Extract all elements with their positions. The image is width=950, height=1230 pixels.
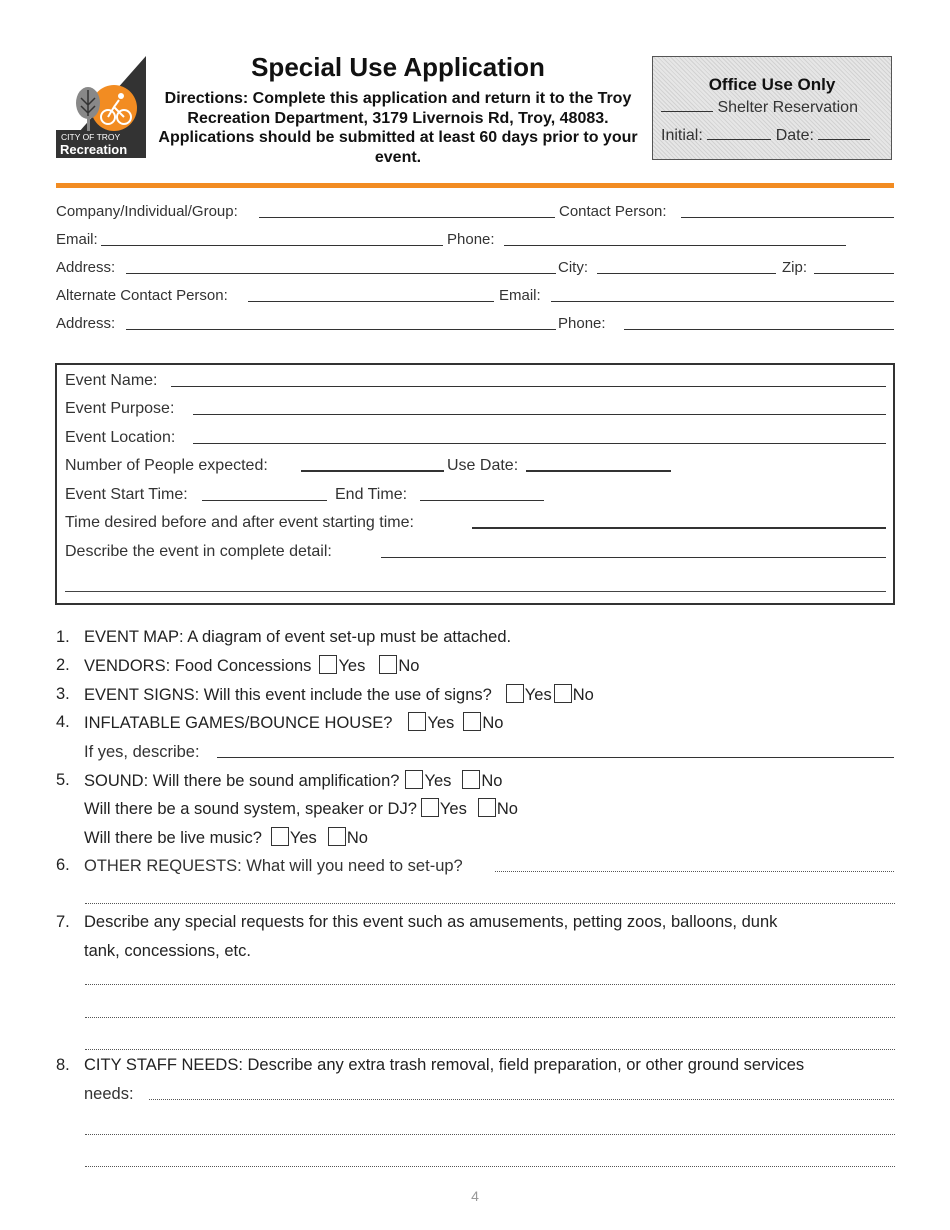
phone-field[interactable] — [504, 245, 846, 246]
item-4-number: 4. — [56, 713, 70, 731]
company-row — [56, 201, 896, 221]
event-location-field[interactable] — [193, 443, 886, 444]
initial-blank[interactable] — [707, 126, 771, 140]
vendors-text: VENDORS: Food Concessions — [84, 657, 312, 675]
item-sound-system — [84, 798, 518, 819]
inflatable-text: INFLATABLE GAMES/BOUNCE HOUSE? — [84, 714, 393, 732]
city-label: City: — [558, 259, 588, 276]
orange-divider — [56, 183, 894, 188]
people-usedate-row — [65, 455, 887, 475]
office-date-blank[interactable] — [818, 126, 870, 140]
signs-yes-label: Yes — [524, 686, 552, 704]
zip-field[interactable] — [814, 273, 894, 274]
use-date-label: Use Date: — [447, 457, 519, 474]
initial-date-row — [661, 126, 870, 145]
end-time-field[interactable] — [420, 500, 544, 501]
people-expected-field[interactable] — [301, 470, 444, 472]
logo-recreation-text: Recreation — [60, 142, 128, 157]
item-8-number: 8. — [56, 1056, 70, 1074]
vendors-no-label: No — [398, 657, 420, 675]
shelter-reservation-row — [661, 98, 858, 117]
alternate-contact-field[interactable] — [248, 301, 494, 302]
alternate-email-field[interactable] — [551, 301, 894, 302]
sound-amp-yes-checkbox[interactable] — [405, 770, 423, 789]
use-date-field[interactable] — [526, 470, 671, 472]
item-6-number: 6. — [56, 856, 70, 874]
item-7-number: 7. — [56, 913, 70, 931]
alternate-email-label: Email: — [499, 287, 541, 304]
alternate-address-row — [56, 313, 896, 333]
sound-system-text: Will there be a sound system, speaker or DJ? — [84, 800, 417, 818]
alternate-phone-label: Phone: — [558, 315, 606, 332]
time-desired-label: Time desired before and after event starting time: — [65, 514, 414, 531]
event-location-row — [65, 427, 887, 447]
company-field[interactable] — [259, 217, 555, 218]
item-event-signs — [84, 684, 594, 705]
inflatable-describe-label: If yes, describe: — [84, 743, 200, 761]
event-purpose-row — [65, 398, 887, 418]
address-field[interactable] — [126, 273, 556, 274]
address-row — [56, 257, 896, 277]
special-requests-line-1[interactable] — [85, 984, 895, 985]
item-5-number: 5. — [56, 771, 70, 789]
alternate-contact-label: Alternate Contact Person: — [56, 287, 228, 304]
city-of-troy-recreation-logo — [56, 56, 146, 158]
contact-person-label: Contact Person: — [559, 203, 667, 220]
event-location-label: Event Location: — [65, 429, 176, 446]
item-live-music — [84, 827, 368, 848]
special-requests-text-line-1: Describe any special requests for this event such as amusements, petting zoos, balloons, dunk — [84, 913, 778, 931]
shelter-reservation-label: Shelter Reservation — [717, 99, 858, 116]
other-requests-line-2[interactable] — [85, 903, 895, 904]
signs-yes-checkbox[interactable] — [506, 684, 524, 703]
item-inflatable-games — [84, 712, 503, 733]
event-name-field[interactable] — [171, 386, 886, 387]
start-time-field[interactable] — [202, 500, 327, 501]
zip-label: Zip: — [782, 259, 808, 276]
event-name-row — [65, 370, 887, 390]
other-requests-field[interactable] — [495, 871, 894, 872]
end-time-label: End Time: — [335, 486, 408, 503]
alternate-contact-row — [56, 285, 896, 305]
city-staff-needs-line-3[interactable] — [85, 1166, 895, 1167]
logo-city-text: CITY OF TROY — [61, 132, 121, 142]
item-2-number: 2. — [56, 656, 70, 674]
office-date-label: Date: — [775, 127, 814, 144]
signs-no-label: No — [572, 686, 594, 704]
sound-system-yes-label: Yes — [439, 800, 467, 818]
item-vendors — [84, 655, 419, 676]
page-number: 4 — [471, 1188, 479, 1204]
signs-no-checkbox[interactable] — [554, 684, 572, 703]
live-music-no-checkbox[interactable] — [328, 827, 346, 846]
signs-text: EVENT SIGNS: Will this event include the use of signs? — [84, 686, 492, 704]
shelter-reservation-blank[interactable] — [661, 98, 713, 112]
describe-event-row — [65, 541, 887, 561]
sound-system-no-checkbox[interactable] — [478, 798, 496, 817]
company-label: Company/Individual/Group: — [56, 203, 238, 220]
live-music-text: Will there be live music? — [84, 829, 262, 847]
city-staff-needs-field[interactable] — [149, 1099, 894, 1100]
item-event-map: EVENT MAP: A diagram of event set-up must be attached. — [84, 628, 512, 646]
vendors-yes-label: Yes — [338, 657, 366, 675]
live-music-yes-checkbox[interactable] — [271, 827, 289, 846]
page-title: Special Use Application — [251, 52, 545, 82]
sound-amplification-text: SOUND: Will there be sound amplification? — [84, 772, 400, 790]
describe-event-label: Describe the event in complete detail: — [65, 543, 332, 560]
inflatable-describe-field[interactable] — [217, 757, 894, 758]
describe-event-field[interactable] — [381, 557, 886, 558]
city-field[interactable] — [597, 273, 776, 274]
alternate-phone-field[interactable] — [624, 329, 894, 330]
office-use-heading: Office Use Only — [708, 75, 836, 94]
item-other-requests — [84, 855, 896, 875]
inflatable-no-checkbox[interactable] — [463, 712, 481, 731]
inflatable-no-label: No — [482, 714, 504, 732]
city-staff-needs-row — [84, 1083, 896, 1103]
sound-amp-no-checkbox[interactable] — [462, 770, 480, 789]
contact-person-field[interactable] — [681, 217, 894, 218]
event-purpose-label: Event Purpose: — [65, 400, 175, 417]
email-row — [56, 229, 896, 249]
office-use-only-box — [652, 56, 892, 160]
item-1-number: 1. — [56, 628, 70, 646]
special-requests-line-2[interactable] — [85, 1017, 895, 1018]
city-staff-needs-text-line-1: CITY STAFF NEEDS: Describe any extra trash removal, field preparation, or other ground services — [84, 1056, 805, 1074]
time-desired-field[interactable] — [472, 527, 886, 529]
sound-system-yes-checkbox[interactable] — [421, 798, 439, 817]
phone-label: Phone: — [447, 231, 495, 248]
initial-label: Initial: — [661, 127, 703, 144]
time-desired-row — [65, 512, 887, 532]
vendors-yes-checkbox[interactable] — [319, 655, 337, 674]
email-label: Email: — [56, 231, 98, 248]
special-requests-text-line-2: tank, concessions, etc. — [84, 942, 251, 960]
city-staff-needs-label: needs: — [84, 1085, 134, 1103]
directions-text: Directions: Complete this application and return it to the Troy Recreation Department, 3179 Livernois Rd, Troy, 48083. Applications should be submitted at least 60 days prior to your event. — [158, 90, 638, 166]
address-label: Address: — [56, 259, 116, 276]
item-3-number: 3. — [56, 685, 70, 703]
alternate-address-label: Address: — [56, 315, 116, 332]
live-music-no-label: No — [346, 829, 368, 847]
email-field[interactable] — [101, 245, 443, 246]
event-purpose-field[interactable] — [193, 414, 886, 415]
inflatable-yes-label: Yes — [427, 714, 455, 732]
sound-system-no-label: No — [496, 800, 518, 818]
alternate-address-field[interactable] — [126, 329, 556, 330]
event-name-label: Event Name: — [65, 372, 158, 389]
other-requests-label: OTHER REQUESTS: What will you need to set-up? — [84, 857, 463, 875]
sound-amp-no-label: No — [481, 772, 503, 790]
special-requests-line-3[interactable] — [85, 1049, 895, 1050]
describe-event-line-2[interactable] — [65, 591, 886, 592]
inflatable-yes-checkbox[interactable] — [408, 712, 426, 731]
city-staff-needs-line-2[interactable] — [85, 1134, 895, 1135]
people-expected-label: Number of People expected: — [65, 457, 268, 474]
start-end-time-row — [65, 484, 887, 504]
sound-amp-yes-label: Yes — [424, 772, 452, 790]
vendors-no-checkbox[interactable] — [379, 655, 397, 674]
start-time-label: Event Start Time: — [65, 486, 188, 503]
inflatable-describe-row — [84, 741, 896, 761]
item-sound — [84, 770, 502, 791]
live-music-yes-label: Yes — [289, 829, 317, 847]
